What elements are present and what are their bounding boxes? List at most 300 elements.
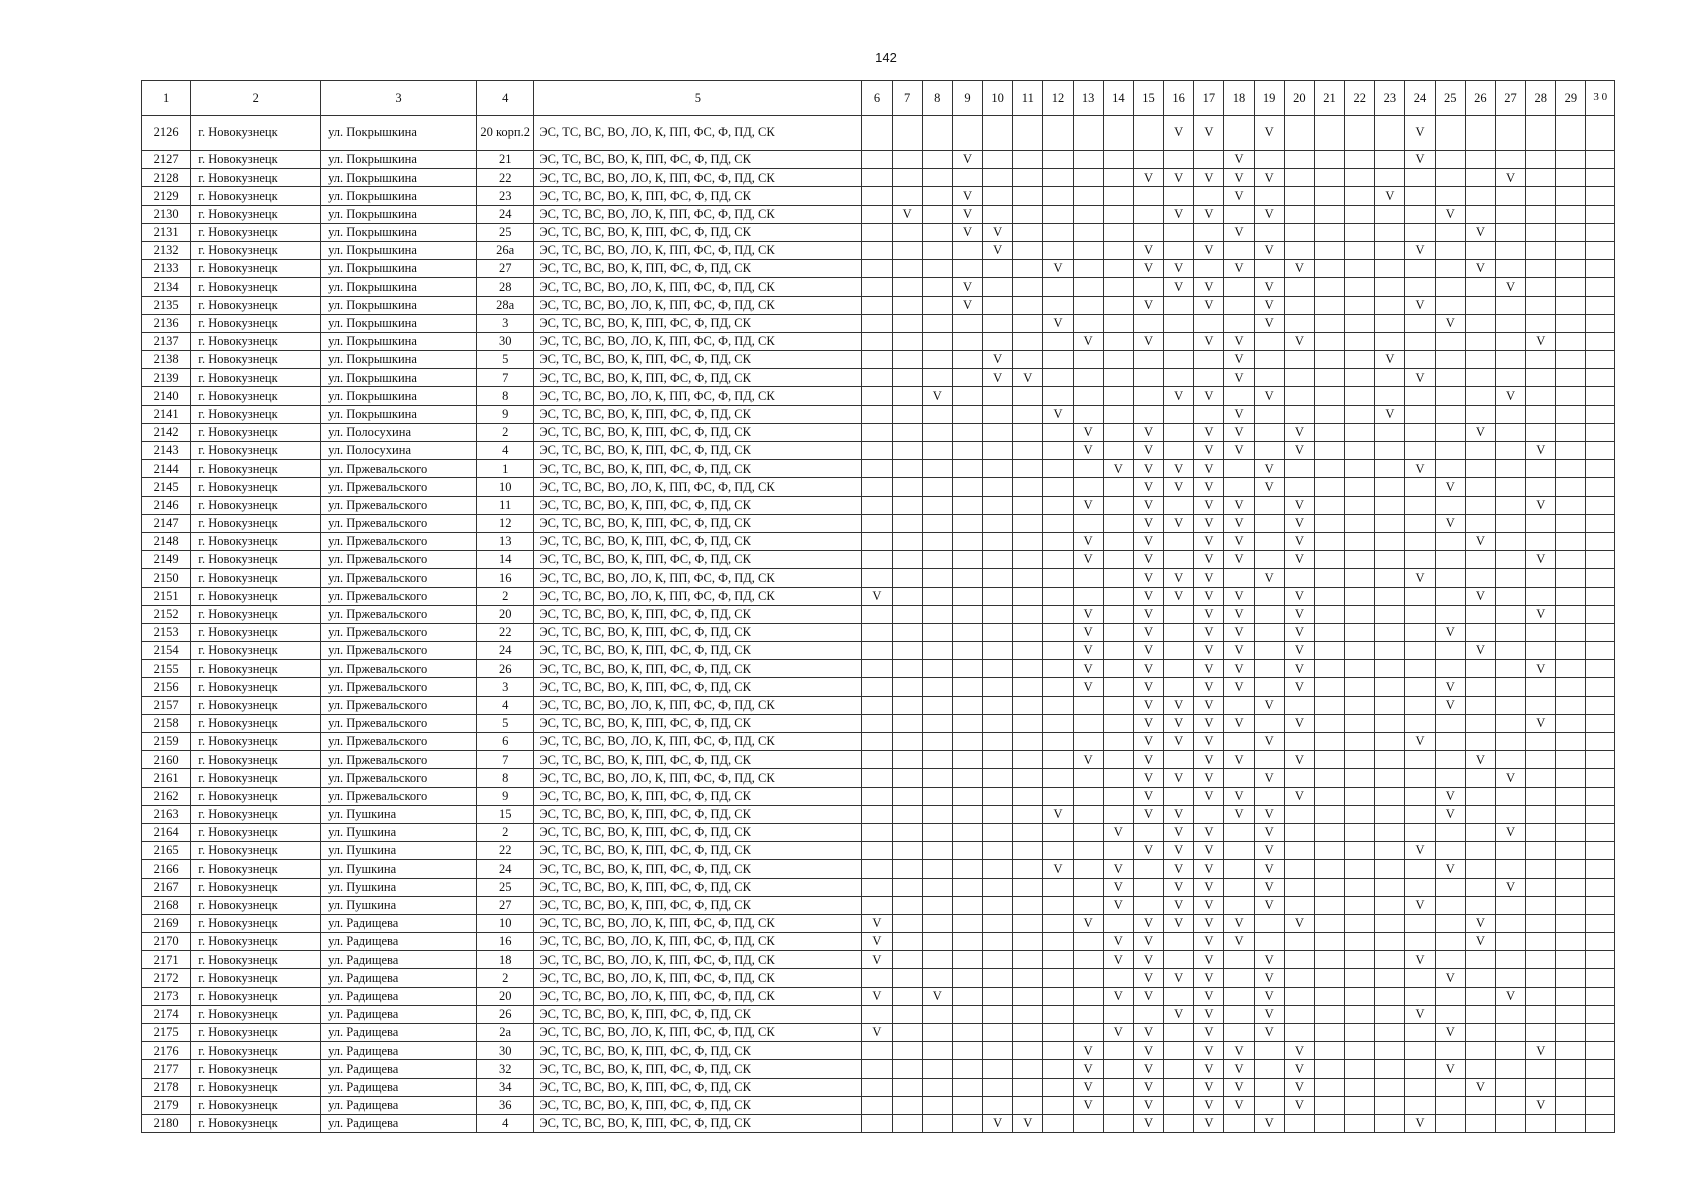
mark-cell: V: [1194, 696, 1224, 714]
empty-cell: [922, 587, 952, 605]
empty-cell: [1133, 187, 1163, 205]
row-number-cell: 2152: [142, 605, 191, 623]
empty-cell: [1314, 787, 1344, 805]
empty-cell: [1073, 260, 1103, 278]
empty-cell: [1164, 987, 1194, 1005]
mark-cell: V: [1073, 623, 1103, 641]
street-cell: ул. Покрышкина: [321, 351, 477, 369]
empty-cell: [862, 860, 892, 878]
empty-cell: [1043, 1005, 1073, 1023]
mark-cell: V: [1073, 423, 1103, 441]
empty-cell: [1435, 442, 1465, 460]
empty-cell: [1435, 642, 1465, 660]
empty-cell: [1375, 1005, 1405, 1023]
mark-cell: V: [1164, 733, 1194, 751]
mark-cell: V: [1194, 914, 1224, 932]
empty-cell: [892, 896, 922, 914]
empty-cell: [1043, 914, 1073, 932]
city-cell: г. Новокузнецк: [191, 1114, 321, 1132]
house-cell: 25: [477, 223, 534, 241]
city-cell: г. Новокузнецк: [191, 151, 321, 169]
row-number-cell: 2130: [142, 205, 191, 223]
empty-cell: [1254, 223, 1284, 241]
empty-cell: [1495, 1060, 1525, 1078]
mark-cell: V: [1254, 987, 1284, 1005]
street-cell: ул. Покрышкина: [321, 187, 477, 205]
empty-cell: [1103, 696, 1133, 714]
house-cell: 30: [477, 332, 534, 350]
empty-cell: [1586, 860, 1615, 878]
mark-cell: V: [1405, 151, 1435, 169]
row-number-cell: 2162: [142, 787, 191, 805]
mark-cell: V: [1254, 387, 1284, 405]
mark-cell: V: [1224, 1042, 1254, 1060]
mark-cell: V: [1224, 642, 1254, 660]
empty-cell: [1405, 278, 1435, 296]
empty-cell: [983, 514, 1013, 532]
empty-cell: [1405, 678, 1435, 696]
mark-cell: V: [1164, 569, 1194, 587]
empty-cell: [1133, 405, 1163, 423]
street-cell: ул. Пржевальского: [321, 551, 477, 569]
empty-cell: [1375, 696, 1405, 714]
mark-cell: V: [1254, 896, 1284, 914]
empty-cell: [1013, 860, 1043, 878]
services-cell: ЭС, ТС, ВС, ВО, ЛО, К, ПП, ФС, Ф, ПД, СК: [534, 241, 862, 259]
city-cell: г. Новокузнецк: [191, 878, 321, 896]
mark-cell: V: [1164, 823, 1194, 841]
empty-cell: [1284, 823, 1314, 841]
mark-cell: V: [1164, 914, 1194, 932]
house-cell: 26: [477, 1005, 534, 1023]
empty-cell: [1465, 351, 1495, 369]
empty-cell: [1345, 823, 1375, 841]
empty-cell: [1284, 116, 1314, 151]
empty-cell: [1405, 442, 1435, 460]
empty-cell: [1465, 860, 1495, 878]
empty-cell: [952, 951, 982, 969]
empty-cell: [1465, 332, 1495, 350]
mark-cell: V: [1254, 478, 1284, 496]
house-cell: 11: [477, 496, 534, 514]
services-cell: ЭС, ТС, ВС, ВО, К, ПП, ФС, Ф, ПД, СК: [534, 842, 862, 860]
empty-cell: [1405, 914, 1435, 932]
empty-cell: [1314, 805, 1344, 823]
empty-cell: [1284, 169, 1314, 187]
empty-cell: [1345, 933, 1375, 951]
mark-cell: V: [1073, 660, 1103, 678]
table-row: [142, 351, 1615, 369]
empty-cell: [1586, 587, 1615, 605]
empty-cell: [1103, 1005, 1133, 1023]
empty-cell: [1435, 714, 1465, 732]
empty-cell: [1103, 442, 1133, 460]
row-number-cell: 2175: [142, 1024, 191, 1042]
empty-cell: [1495, 151, 1525, 169]
empty-cell: [1556, 314, 1586, 332]
empty-cell: [1314, 951, 1344, 969]
empty-cell: [892, 332, 922, 350]
empty-cell: [1224, 823, 1254, 841]
empty-cell: [922, 1096, 952, 1114]
empty-cell: [983, 751, 1013, 769]
empty-cell: [1526, 296, 1556, 314]
empty-cell: [952, 878, 982, 896]
empty-cell: [1164, 405, 1194, 423]
mark-cell: V: [1526, 1096, 1556, 1114]
city-cell: г. Новокузнецк: [191, 296, 321, 314]
empty-cell: [1254, 660, 1284, 678]
empty-cell: [1375, 116, 1405, 151]
row-number-cell: 2143: [142, 442, 191, 460]
mark-cell: V: [1164, 278, 1194, 296]
empty-cell: [1194, 223, 1224, 241]
mark-cell: V: [1194, 1096, 1224, 1114]
mark-cell: V: [952, 278, 982, 296]
empty-cell: [862, 314, 892, 332]
empty-cell: [952, 478, 982, 496]
house-cell: 28а: [477, 296, 534, 314]
empty-cell: [1284, 733, 1314, 751]
empty-cell: [1405, 223, 1435, 241]
empty-cell: [1284, 405, 1314, 423]
empty-cell: [1314, 187, 1344, 205]
empty-cell: [1013, 351, 1043, 369]
empty-cell: [862, 478, 892, 496]
empty-cell: [1133, 896, 1163, 914]
empty-cell: [1586, 241, 1615, 259]
empty-cell: [952, 1042, 982, 1060]
empty-cell: [1556, 987, 1586, 1005]
empty-cell: [1345, 478, 1375, 496]
empty-cell: [983, 332, 1013, 350]
mark-cell: V: [1133, 514, 1163, 532]
empty-cell: [1495, 623, 1525, 641]
empty-cell: [1345, 660, 1375, 678]
empty-cell: [1013, 805, 1043, 823]
empty-cell: [1495, 1024, 1525, 1042]
empty-cell: [1345, 642, 1375, 660]
street-cell: ул. Пушкина: [321, 860, 477, 878]
city-cell: г. Новокузнецк: [191, 387, 321, 405]
empty-cell: [1435, 769, 1465, 787]
mark-cell: V: [1224, 351, 1254, 369]
mark-cell: V: [1224, 678, 1254, 696]
services-cell: ЭС, ТС, ВС, ВО, ЛО, К, ПП, ФС, Ф, ПД, СК: [534, 769, 862, 787]
empty-cell: [1435, 878, 1465, 896]
city-cell: г. Новокузнецк: [191, 733, 321, 751]
column-header-7: 7: [892, 81, 922, 116]
empty-cell: [892, 987, 922, 1005]
empty-cell: [1013, 823, 1043, 841]
empty-cell: [1435, 116, 1465, 151]
empty-cell: [1103, 423, 1133, 441]
empty-cell: [1133, 151, 1163, 169]
empty-cell: [1405, 605, 1435, 623]
empty-cell: [1526, 1114, 1556, 1132]
empty-cell: [1314, 878, 1344, 896]
column-header-20: 20: [1284, 81, 1314, 116]
table-body: [142, 116, 1615, 1133]
empty-cell: [1043, 296, 1073, 314]
empty-cell: [1345, 914, 1375, 932]
empty-cell: [862, 496, 892, 514]
empty-cell: [1435, 332, 1465, 350]
mark-cell: V: [1435, 478, 1465, 496]
empty-cell: [1345, 1078, 1375, 1096]
empty-cell: [1556, 496, 1586, 514]
services-cell: ЭС, ТС, ВС, ВО, К, ПП, ФС, Ф, ПД, СК: [534, 405, 862, 423]
empty-cell: [983, 205, 1013, 223]
empty-cell: [1435, 733, 1465, 751]
empty-cell: [983, 678, 1013, 696]
empty-cell: [983, 587, 1013, 605]
empty-cell: [1133, 351, 1163, 369]
empty-cell: [1103, 751, 1133, 769]
empty-cell: [1526, 278, 1556, 296]
empty-cell: [862, 660, 892, 678]
empty-cell: [1043, 223, 1073, 241]
empty-cell: [1224, 569, 1254, 587]
mark-cell: V: [1194, 733, 1224, 751]
empty-cell: [1526, 860, 1556, 878]
city-cell: г. Новокузнецк: [191, 1042, 321, 1060]
mark-cell: V: [1254, 460, 1284, 478]
mark-cell: V: [1405, 951, 1435, 969]
empty-cell: [862, 733, 892, 751]
empty-cell: [1556, 532, 1586, 550]
house-cell: 24: [477, 860, 534, 878]
row-number-cell: 2170: [142, 933, 191, 951]
empty-cell: [1495, 187, 1525, 205]
services-cell: ЭС, ТС, ВС, ВО, ЛО, К, ПП, ФС, Ф, ПД, СК: [534, 951, 862, 969]
empty-cell: [1224, 860, 1254, 878]
empty-cell: [1586, 260, 1615, 278]
empty-cell: [952, 751, 982, 769]
column-header-3: 3: [321, 81, 477, 116]
mark-cell: V: [1254, 805, 1284, 823]
empty-cell: [1375, 733, 1405, 751]
empty-cell: [862, 623, 892, 641]
empty-cell: [983, 842, 1013, 860]
row-number-cell: 2168: [142, 896, 191, 914]
row-number-cell: 2132: [142, 241, 191, 259]
street-cell: ул. Пржевальского: [321, 696, 477, 714]
empty-cell: [892, 678, 922, 696]
city-cell: г. Новокузнецк: [191, 751, 321, 769]
empty-cell: [922, 332, 952, 350]
empty-cell: [1284, 696, 1314, 714]
mark-cell: V: [862, 951, 892, 969]
empty-cell: [862, 351, 892, 369]
empty-cell: [1043, 514, 1073, 532]
empty-cell: [1586, 696, 1615, 714]
house-cell: 5: [477, 714, 534, 732]
empty-cell: [1526, 587, 1556, 605]
empty-cell: [1043, 842, 1073, 860]
empty-cell: [1314, 587, 1344, 605]
city-cell: г. Новокузнецк: [191, 278, 321, 296]
empty-cell: [1013, 1078, 1043, 1096]
street-cell: ул. Пржевальского: [321, 733, 477, 751]
empty-cell: [952, 460, 982, 478]
empty-cell: [1586, 351, 1615, 369]
mark-cell: V: [1435, 969, 1465, 987]
empty-cell: [1103, 116, 1133, 151]
services-cell: ЭС, ТС, ВС, ВО, ЛО, К, ПП, ФС, Ф, ПД, СК: [534, 696, 862, 714]
mark-cell: V: [1194, 116, 1224, 151]
empty-cell: [862, 823, 892, 841]
empty-cell: [1103, 278, 1133, 296]
empty-cell: [1586, 896, 1615, 914]
empty-cell: [1103, 769, 1133, 787]
mark-cell: V: [1133, 805, 1163, 823]
mark-cell: V: [1194, 623, 1224, 641]
empty-cell: [922, 1024, 952, 1042]
empty-cell: [1495, 642, 1525, 660]
empty-cell: [892, 223, 922, 241]
empty-cell: [1073, 369, 1103, 387]
mark-cell: V: [1495, 278, 1525, 296]
mark-cell: V: [1133, 1096, 1163, 1114]
city-cell: г. Новокузнецк: [191, 460, 321, 478]
empty-cell: [1465, 660, 1495, 678]
house-cell: 15: [477, 805, 534, 823]
mark-cell: V: [952, 187, 982, 205]
empty-cell: [1586, 278, 1615, 296]
empty-cell: [1345, 369, 1375, 387]
mark-cell: V: [1073, 496, 1103, 514]
empty-cell: [1314, 823, 1344, 841]
empty-cell: [952, 1114, 982, 1132]
mark-cell: V: [1103, 987, 1133, 1005]
empty-cell: [922, 860, 952, 878]
empty-cell: [1224, 842, 1254, 860]
empty-cell: [1073, 860, 1103, 878]
empty-cell: [1495, 496, 1525, 514]
empty-cell: [862, 332, 892, 350]
empty-cell: [1013, 605, 1043, 623]
empty-cell: [1526, 205, 1556, 223]
empty-cell: [892, 169, 922, 187]
services-cell: ЭС, ТС, ВС, ВО, К, ПП, ФС, Ф, ПД, СК: [534, 660, 862, 678]
empty-cell: [1254, 1060, 1284, 1078]
empty-cell: [1224, 241, 1254, 259]
mark-cell: V: [1164, 460, 1194, 478]
house-cell: 3: [477, 314, 534, 332]
street-cell: ул. Покрышкина: [321, 314, 477, 332]
empty-cell: [1556, 1096, 1586, 1114]
empty-cell: [1526, 116, 1556, 151]
empty-cell: [1465, 278, 1495, 296]
empty-cell: [922, 933, 952, 951]
empty-cell: [862, 605, 892, 623]
empty-cell: [1375, 387, 1405, 405]
empty-cell: [1254, 551, 1284, 569]
empty-cell: [1284, 296, 1314, 314]
mark-cell: V: [1164, 769, 1194, 787]
empty-cell: [1013, 987, 1043, 1005]
services-cell: ЭС, ТС, ВС, ВО, К, ПП, ФС, Ф, ПД, СК: [534, 1096, 862, 1114]
empty-cell: [1375, 205, 1405, 223]
row-number-cell: 2174: [142, 1005, 191, 1023]
street-cell: ул. Покрышкина: [321, 405, 477, 423]
empty-cell: [892, 387, 922, 405]
table-row: [142, 969, 1615, 987]
mark-cell: V: [1224, 369, 1254, 387]
table-row: [142, 823, 1615, 841]
table-row: [142, 1005, 1615, 1023]
empty-cell: [1375, 514, 1405, 532]
empty-cell: [1435, 569, 1465, 587]
empty-cell: [922, 351, 952, 369]
empty-cell: [1556, 351, 1586, 369]
city-cell: г. Новокузнецк: [191, 623, 321, 641]
row-number-cell: 2145: [142, 478, 191, 496]
empty-cell: [1586, 369, 1615, 387]
empty-cell: [922, 260, 952, 278]
street-cell: ул. Пушкина: [321, 878, 477, 896]
empty-cell: [1435, 751, 1465, 769]
table-row: [142, 442, 1615, 460]
mark-cell: V: [1405, 896, 1435, 914]
mark-cell: V: [1405, 460, 1435, 478]
empty-cell: [1465, 969, 1495, 987]
empty-cell: [1224, 733, 1254, 751]
empty-cell: [1586, 423, 1615, 441]
empty-cell: [1556, 605, 1586, 623]
column-header-2: 2: [191, 81, 321, 116]
empty-cell: [1314, 714, 1344, 732]
empty-cell: [952, 969, 982, 987]
empty-cell: [1375, 605, 1405, 623]
empty-cell: [1526, 951, 1556, 969]
empty-cell: [1465, 169, 1495, 187]
empty-cell: [1043, 423, 1073, 441]
empty-cell: [1043, 205, 1073, 223]
street-cell: ул. Пушкина: [321, 823, 477, 841]
empty-cell: [1043, 369, 1073, 387]
house-cell: 8: [477, 769, 534, 787]
empty-cell: [892, 514, 922, 532]
empty-cell: [1586, 787, 1615, 805]
mark-cell: V: [1164, 1005, 1194, 1023]
empty-cell: [952, 496, 982, 514]
mark-cell: V: [1194, 860, 1224, 878]
empty-cell: [1314, 860, 1344, 878]
empty-cell: [1526, 933, 1556, 951]
empty-cell: [862, 896, 892, 914]
empty-cell: [922, 478, 952, 496]
house-cell: 28: [477, 278, 534, 296]
empty-cell: [1043, 1096, 1073, 1114]
city-cell: г. Новокузнецк: [191, 205, 321, 223]
mark-cell: V: [1254, 823, 1284, 841]
empty-cell: [1224, 278, 1254, 296]
street-cell: ул. Пржевальского: [321, 587, 477, 605]
empty-cell: [1103, 805, 1133, 823]
mark-cell: V: [1194, 951, 1224, 969]
empty-cell: [1435, 369, 1465, 387]
empty-cell: [1405, 169, 1435, 187]
empty-cell: [1043, 278, 1073, 296]
street-cell: ул. Радищева: [321, 1114, 477, 1132]
empty-cell: [862, 151, 892, 169]
empty-cell: [1345, 151, 1375, 169]
empty-cell: [922, 1042, 952, 1060]
empty-cell: [1375, 442, 1405, 460]
empty-cell: [1375, 587, 1405, 605]
